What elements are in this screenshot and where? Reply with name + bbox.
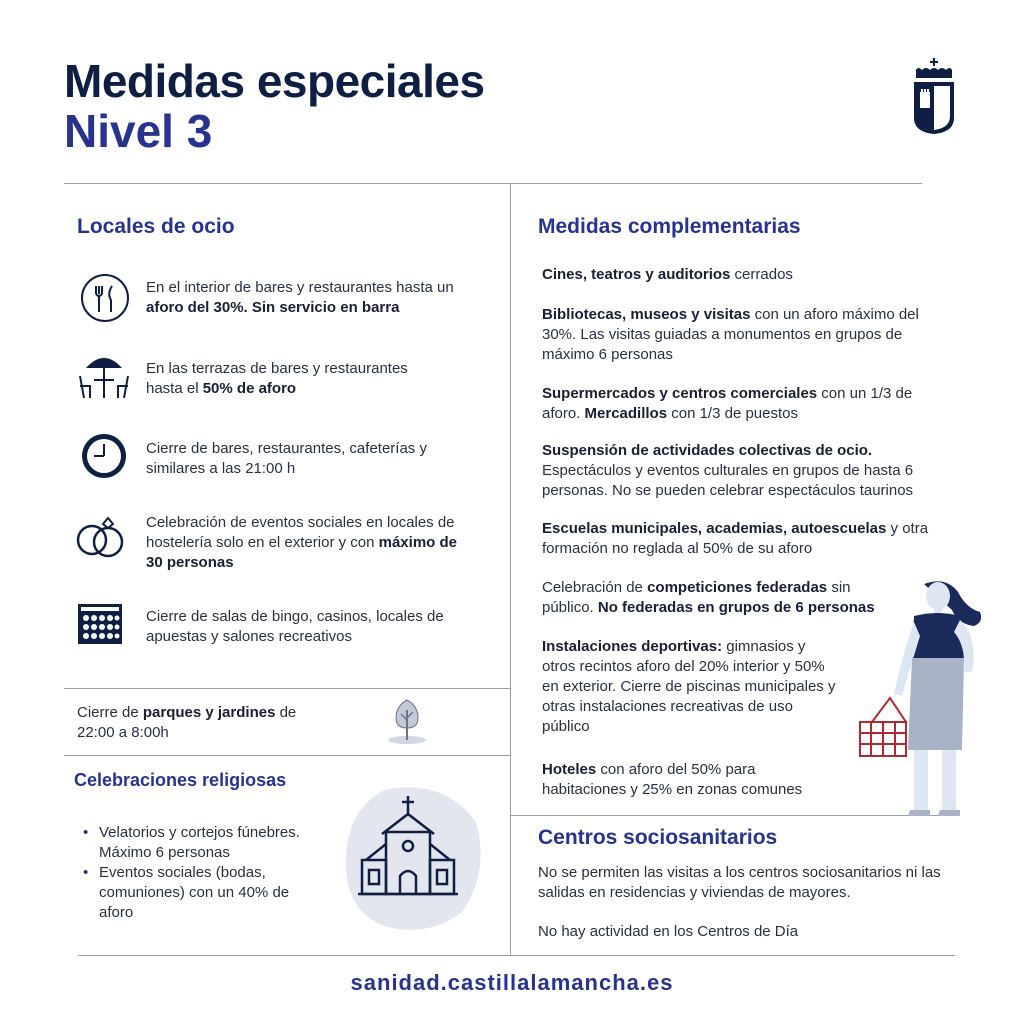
ocio-item-1-text: En el interior de bares y restaurantes hasta un aforo del 30%. Sin servicio en barra [146,279,454,316]
religiosas-list [77,823,327,923]
parques-divider [64,755,510,756]
ocio-item-4-text: Celebración de eventos sociales en locales de hostelería solo en el exterior y con máximo de 30 personas [146,514,457,571]
complementarias-heading: Medidas complementarias [538,215,801,238]
ocio-heading: Locales de ocio [77,215,235,238]
footer-url-link[interactable]: sanidad.castillalamancha.es [350,970,674,995]
ocio-divider [64,688,510,689]
tree-icon [386,698,428,746]
list-item: • Velatorios y cortejos fúnebres. Máximo 6 personas [77,823,327,863]
rings-icon [74,514,128,562]
ocio-item-5-text: Cierre de salas de bingo, casinos, locales de apuestas y salones recreativos [146,608,444,645]
parques-text: Cierre de parques y jardines de 22:00 a 8:00h [77,704,297,741]
footer-divider [78,955,955,956]
complementarias-item-7: Instalaciones deportivas: gimnasios y otros recintos aforo del 20% interior y 50% en exterior. Cierre de piscinas municipales y otras instalaciones recreativas de uso público [542,638,836,735]
complementarias-item-2: Bibliotecas, museos y visitas con un aforo máximo del 30%. Las visitas guiadas a monumentos en grupos de máximo 6 personas [542,306,919,363]
page-subtitle: Nivel 3 [64,105,213,157]
complementarias-item-4: Suspensión de actividades colectivas de ocio. Espectáculos y eventos culturales en grupos de hasta 6 personas. No se pueden celebrar espectáculos taurinos [542,442,914,499]
column-divider [510,183,511,955]
shopper-woman-illustration [854,576,986,818]
header-divider [64,183,922,184]
sociosanitarios-heading: Centros sociosanitarios [538,826,778,849]
castilla-la-mancha-coat-of-arms-logo [910,56,958,136]
ocio-item-3-text: Cierre de bares, restaurantes, cafeterías y similares a las 21:00 h [146,440,427,477]
cutlery-icon [79,272,131,324]
religiosas-heading: Celebraciones religiosas [74,770,287,790]
ocio-item-2-text: En las terrazas de bares y restaurantes hasta el 50% de aforo [146,360,408,397]
bingo-card-icon [77,603,123,645]
complementarias-item-6: Celebración de competiciones federadas sin público. No federadas en grupos de 6 personas [542,579,875,616]
terrace-umbrella-icon [76,350,132,402]
complementarias-item-8: Hoteles con aforo del 50% para habitaciones y 25% en zonas comunes [542,761,803,798]
complementarias-item-3: Supermercados y centros comerciales con un 1/3 de aforo. Mercadillos con 1/3 de puestos [542,385,913,422]
church-icon [344,782,484,932]
page-title: Medidas especiales [64,55,485,107]
sociosanitarios-text-1: No se permiten las visitas a los centros sociosanitarios ni las salidas en residencias y viviendas de mayores. [538,864,941,901]
list-item: • Eventos sociales (bodas, comuniones) con un 40% de aforo [77,863,327,923]
clock-icon [80,432,128,480]
complementarias-item-1: Cines, teatros y auditorios cerrados [542,266,793,283]
complementarias-item-5: Escuelas municipales, academias, autoescuelas y otra formación no reglada al 50% de su aforo [542,520,929,557]
sociosanitarios-text-2: No hay actividad en los Centros de Día [538,923,799,940]
